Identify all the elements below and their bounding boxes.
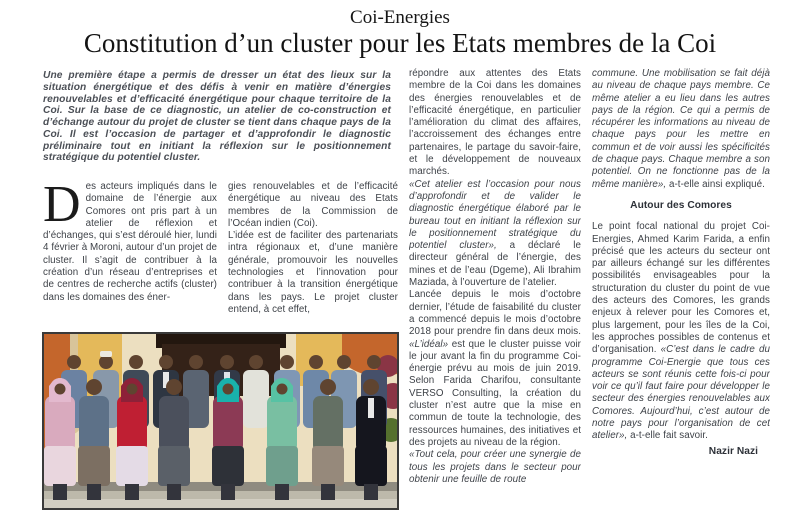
article-lede: Une première étape a permis de dresser un état des lieux sur la situation énergétique et des défis à venir en matière d’énergies renouvelables et d’efficacité énergétique pour chaque territoire de la Coi. Sur la base de ce diagnostic, un atelier de co-construction et d’échange autour du projet de cluster se tient dans chaque pays de la Coi. Il est l’occasion de partager et d’approfondir le diagnostic préliminaire tout en initiant la réflexion sur le positionnement stratégique du potentiel cluster.	[43, 70, 391, 164]
body-column-4	[592, 68, 770, 512]
drop-cap: D	[43, 181, 81, 233]
body-column-3	[409, 68, 581, 512]
paragraph-text: L’idée est de faciliter des partenariats intra régionaux et, d’une manière générale, promouvoir les nouvelles technologies et l’innovation pour contribuer à la transition énergétique dans les pays. Le projet cluster entend, à cet effet,	[228, 230, 398, 315]
quote-text: «Cet atelier est l’occasion pour nous d’approfondir et de valider le diagnostic énergétique élaboré par le bureau tout en initiant la réflexion sur le positionnement stratégique du potentiel cluster»,	[409, 178, 581, 252]
section-subhead: Autour des Comores	[630, 199, 732, 211]
quote-text: «C’est dans le cadre du programme Coi-Energie que tous ces acteurs se sont réunis cette fois-ci pour voir ce qu’il faut faire pour développer le secteur des énergies renouvelables aux Comores. Aujourd’hui, c’est autour de notre pays pour l’organisation de cet atelier»,	[592, 344, 770, 442]
quote-attribution: a déclaré le directeur général de l’énergie, des mines et de l’eau (Dgeme), Ali Ibrahim Maziada, à l’ouverture de l’atelier.	[409, 240, 581, 289]
group-photo-illustration	[44, 334, 397, 508]
body-column-2	[228, 181, 398, 333]
quote-paragraph	[592, 68, 770, 191]
body-column-1	[43, 181, 217, 333]
quote-attribution: a-t-elle fait savoir.	[627, 430, 708, 442]
paragraph-text: es acteurs impliqués dans le domaine de l’énergie aux Comores ont pris part à un atelier de réflexion et d’échanges, qui s’est déroulé hier, lundi 4 février à Moroni, autour d’un projet de cluster. Il s’agit de contribuer à la création d’un réseau d’entreprises et de centres de recherche actifs (cluster) dans les domaines des éner-	[43, 181, 217, 303]
paragraph-text: gies renouvelables et de l’efficacité énergétique au niveau des Etats membres de la Commission de l’Océan indien (Coi).	[228, 181, 398, 229]
paragraph-text: Lancée depuis le mois d’octobre dernier, l’étude de faisabilité du cluster a commencé depuis le mois d’octobre 2018 pour prendre fin dans deux mois.	[409, 289, 581, 338]
quote-attribution: a-t-elle ainsi expliqué.	[666, 178, 765, 190]
paragraph-text: répondre aux attentes des Etats membre de la Coi dans les domaines des énergies renouvelables et de l’efficacité énergétique, en particulier l’amélioration du climat des affaires, l’accroissement des échanges entre partenaires, le partage du savoir-faire, et le développement de nouveaux marchés.	[409, 68, 581, 178]
byline: Nazir Nazi	[708, 445, 758, 457]
article-headline: Constitution d’un cluster pour les Etats membres de la Coi	[83, 28, 717, 58]
quote-paragraph	[409, 179, 581, 290]
quote-text: «Tout cela, pour créer une synergie de tous les projets dans le secteur pour obtenir une feuille de route	[409, 449, 581, 485]
quote-text: commune. Une mobilisation se fait déjà au niveau de chaque pays membre. Ce même atelier a eu lieu dans les autres pays de la région. Ce qui a permis de récupérer les informations au niveau de chaque pays pour les mettre en commun et de voir aussi les spécificités de chaque pays. Chaque membre a son potentiel. On ne fonctionne pas de la même manière»,	[592, 68, 770, 190]
article-kicker: Coi-Energies	[350, 7, 450, 28]
paragraph-text	[409, 289, 581, 449]
quote-text: «L’idéal»	[409, 338, 449, 350]
paragraph-text: est que le cluster puisse voir le jour avant la fin du programme Coi-énergie prévu au mois de juin 2019. Selon Farida Charifou, consultante VERSO Consulting, la création du cluster n’est autre que la mise en commun de toute la technologie, des ressources humaines, des initiatives et des projets au niveau de la région.	[409, 338, 581, 448]
paragraph-text	[592, 221, 770, 442]
group-photo	[42, 332, 399, 510]
paragraph-text: Le point focal national du projet Coi-Energies, Ahmed Karim Farida, a enfin précisé que les acteurs du secteur ont par ailleurs échangé sur les différentes possibilités envisageables pour la structuration du cluster du point de vue des acteurs des Comores, les grands enjeux à relever pour les Comores et, plus largement, pour les îles de la Coi, les approches possibles de contenus et d’organisation.	[592, 221, 770, 356]
